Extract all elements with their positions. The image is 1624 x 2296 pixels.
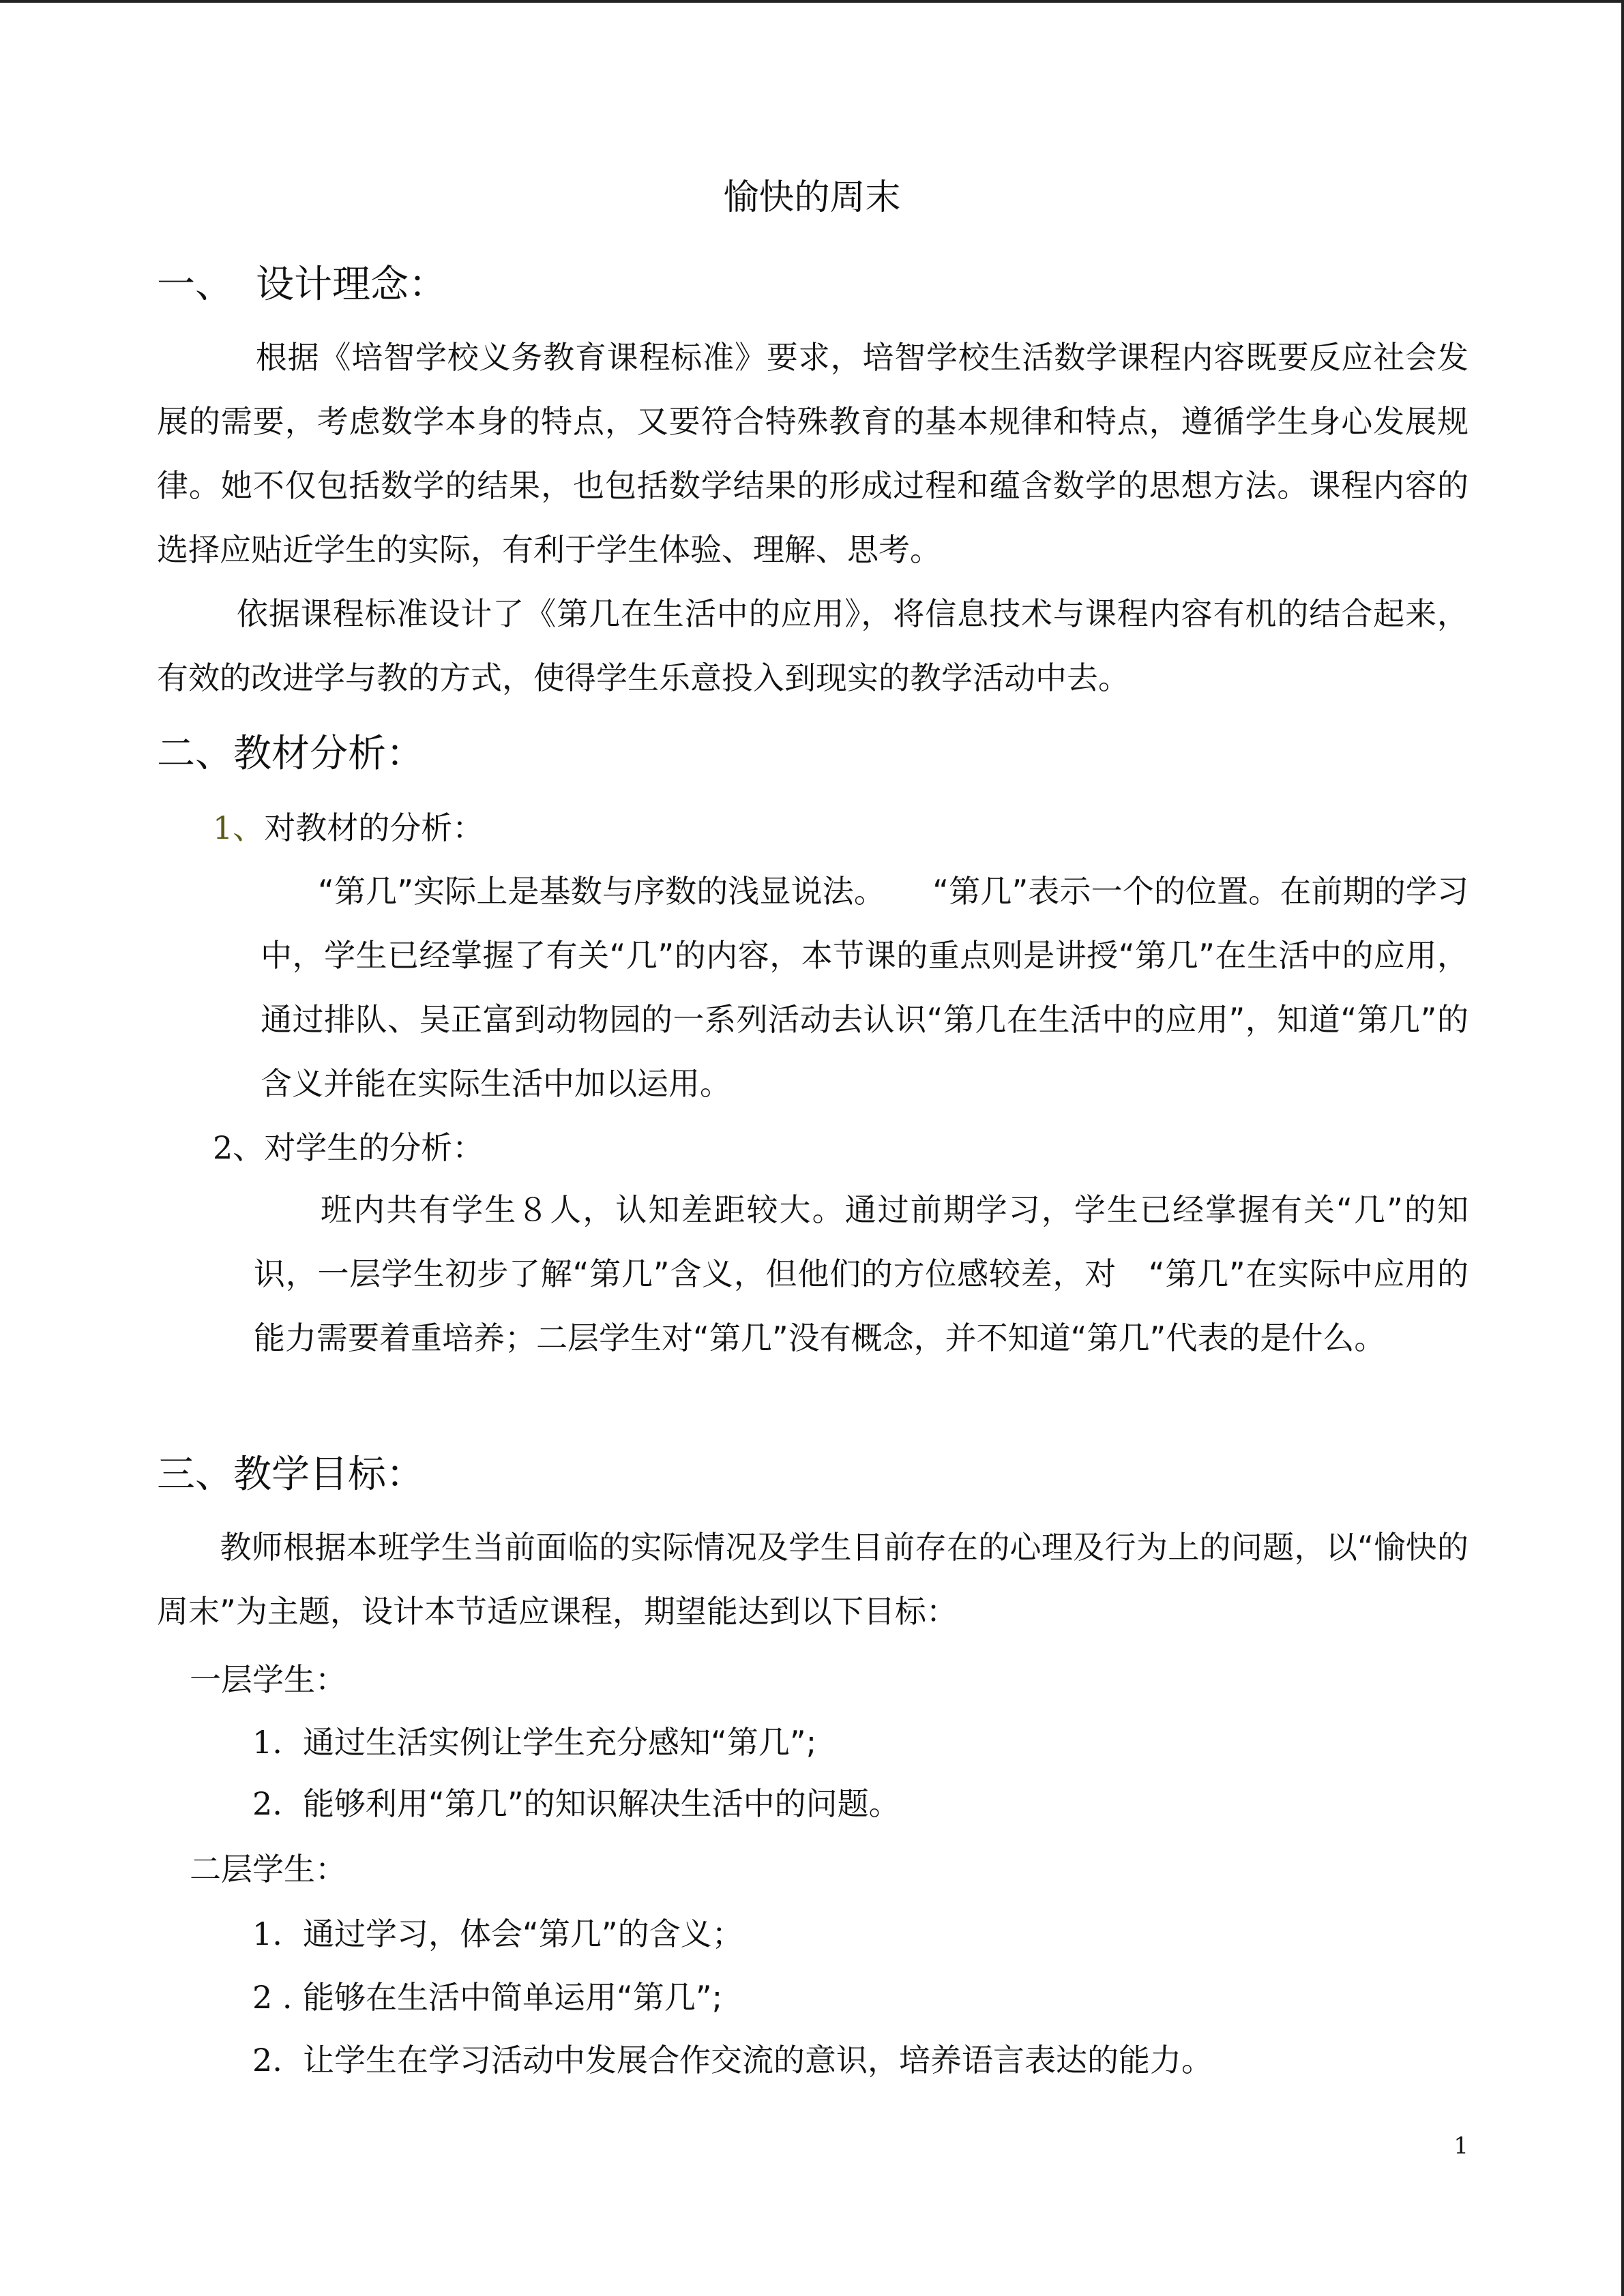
paragraph	[261, 859, 1468, 1116]
section-number: 二、	[157, 732, 233, 776]
paragraph-text: “第几”实际上是基数与序数的浅显说法。 “第几”表示一个的位置。在前期的学习中，学生已经掌握了有关“几”的内容，本节课的重点则是讲授“第几”在生活中的应用，通过排队、吴正富到动物园的一系列活动去认识“第几在生活中的应用”，知道“第几”的含义并能在实际生活中加以运用。	[261, 873, 1468, 1102]
page-number: 1	[1453, 2132, 1468, 2160]
list-item-text: 让学生在学习活动中发展合作交流的意识，培养语言表达的能力。	[303, 2042, 1213, 2078]
subsection-title: 对教材的分析：	[264, 809, 484, 846]
section-title: 教学目标：	[233, 1452, 424, 1497]
section-heading-material-analysis	[157, 728, 424, 780]
list-item	[252, 2039, 1213, 2081]
paragraph-text: 依据课程标准设计了《第几在生活中的应用》，将信息技术与课程内容有机的结合起来，有效的改进学与教的方式，使得学生乐意投入到现实的教学活动中去。	[157, 595, 1468, 696]
subsection-title: 对学生的分析：	[264, 1129, 484, 1166]
list-item	[252, 1783, 900, 1825]
list-item	[252, 1913, 743, 1955]
subsection-heading-students	[213, 1127, 484, 1169]
paragraph-text: 班内共有学生８人，认知差距较大。通过前期学习，学生已经掌握有关“几”的知识，一层学生初步了解“第几”含义，但他们的方位感较差，对 “第几”在实际中应用的能力需要着重培养；二层学生对“第几”没有概念，并不知道“第几”代表的是什么。	[254, 1191, 1468, 1356]
paragraph	[157, 325, 1468, 582]
paragraph	[157, 582, 1468, 710]
list-item-number: 1.	[252, 1724, 282, 1761]
page-border-right	[1621, 0, 1624, 2296]
list-item-number: 2.	[252, 2042, 282, 2078]
subsection-heading-textbook	[213, 807, 484, 849]
list-item-number: 1.	[252, 1915, 282, 1952]
paragraph-text: 根据《培智学校义务教育课程标准》要求，培智学校生活数学课程内容既要反应社会发展的需要，考虑数学本身的特点，又要符合特殊教育的基本规律和特点，遵循学生身心发展规律。她不仅包括数学的结果，也包括数学结果的形成过程和蕴含数学的思想方法。课程内容的选择应贴近学生的实际，有利于学生体验、理解、思考。	[157, 339, 1468, 568]
list-item	[252, 1976, 722, 2018]
group-label-level-two: 二层学生：	[190, 1851, 346, 1888]
list-item-text: 能够利用“第几”的知识解决生活中的问题。	[303, 1785, 900, 1822]
section-title: 教材分析：	[233, 732, 424, 776]
paragraph	[157, 1515, 1468, 1643]
section-number: 三、	[157, 1452, 233, 1497]
section-heading-teaching-goals	[157, 1449, 424, 1501]
paragraph	[254, 1178, 1468, 1434]
page-border-top	[0, 0, 1624, 3]
subsection-number: 1、	[213, 809, 265, 846]
list-item-text: 能够在生活中简单运用“第几”;	[303, 1979, 723, 2016]
list-item	[252, 1721, 816, 1763]
list-item-text: 通过生活实例让学生充分感知“第几”;	[303, 1724, 817, 1761]
subsection-number: 2、	[213, 1129, 265, 1166]
list-item-text: 通过学习，体会“第几”的含义；	[303, 1915, 743, 1952]
list-item-number: 2 .	[252, 1979, 293, 2016]
section-number: 一、	[157, 263, 233, 307]
list-item-number: 2.	[252, 1785, 282, 1822]
section-title: 设计理念：	[256, 263, 447, 307]
section-heading-design-concept	[157, 259, 447, 311]
group-label-level-one: 一层学生：	[190, 1661, 346, 1698]
document-title: 愉快的周末	[723, 177, 901, 218]
paragraph-text: 教师根据本班学生当前面临的实际情况及学生目前存在的心理及行为上的问题，以“愉快的周末”为主题，设计本节适应课程，期望能达到以下目标：	[157, 1529, 1468, 1630]
